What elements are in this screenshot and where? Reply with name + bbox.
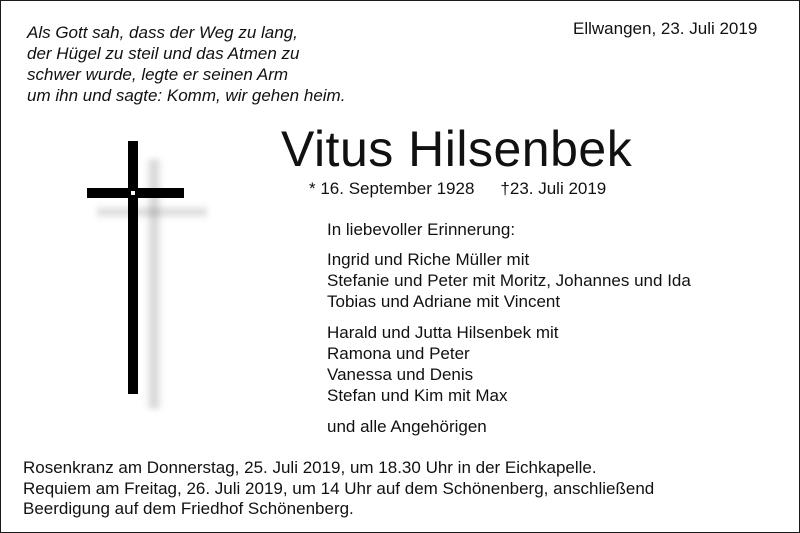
cross-center-highlight (131, 191, 135, 195)
service-line: Requiem am Freitag, 26. Juli 2019, um 14 Uhr auf dem Schönenberg, anschließend (23, 478, 655, 498)
mourners-list (327, 219, 691, 437)
mourner-line: Stefanie und Peter mit Moritz, Johannes und Ida (327, 271, 691, 290)
mourners-intro: In liebevoller Erinnerung: (327, 220, 516, 239)
mourners-group (327, 249, 691, 312)
latin-cross-icon (87, 141, 207, 416)
cross-shadow-horizontal (97, 205, 207, 219)
death-date: †23. Juli 2019 (500, 179, 607, 198)
cross-vertical-beam (128, 141, 138, 394)
mourner-line: Tobias und Adriane mit Vincent (327, 292, 561, 311)
memorial-quote (27, 22, 345, 106)
mourner-line: Ramona und Peter (327, 344, 470, 363)
deceased-name: Vitus Hilsenbek (281, 121, 633, 177)
birth-date: * 16. September 1928 (309, 179, 475, 198)
cross-horizontal-beam (87, 188, 184, 198)
quote-line: der Hügel zu steil und das Atmen zu (27, 44, 300, 63)
mourner-line: Stefan und Kim mit Max (327, 386, 508, 405)
place-and-date: Ellwangen, 23. Juli 2019 (573, 19, 758, 38)
mourner-line: Vanessa und Denis (327, 365, 474, 384)
mourners-group (327, 322, 691, 406)
life-dates (309, 179, 606, 199)
quote-line: Als Gott sah, dass der Weg zu lang, (27, 23, 298, 42)
mourners-closing: und alle Angehörigen (327, 417, 487, 436)
service-details (23, 458, 654, 520)
quote-line: schwer wurde, legte er seinen Arm (27, 65, 289, 84)
quote-line: um ihn und sagte: Komm, wir gehen heim. (27, 86, 346, 105)
mourner-line: Harald und Jutta Hilsenbek mit (327, 323, 559, 342)
service-line: Rosenkranz am Donnerstag, 25. Juli 2019, um 18.30 Uhr in der Eichkapelle. (23, 458, 597, 477)
service-line: Beerdigung auf dem Friedhof Schönenberg. (23, 499, 354, 518)
mourner-line: Ingrid und Riche Müller mit (327, 250, 530, 269)
